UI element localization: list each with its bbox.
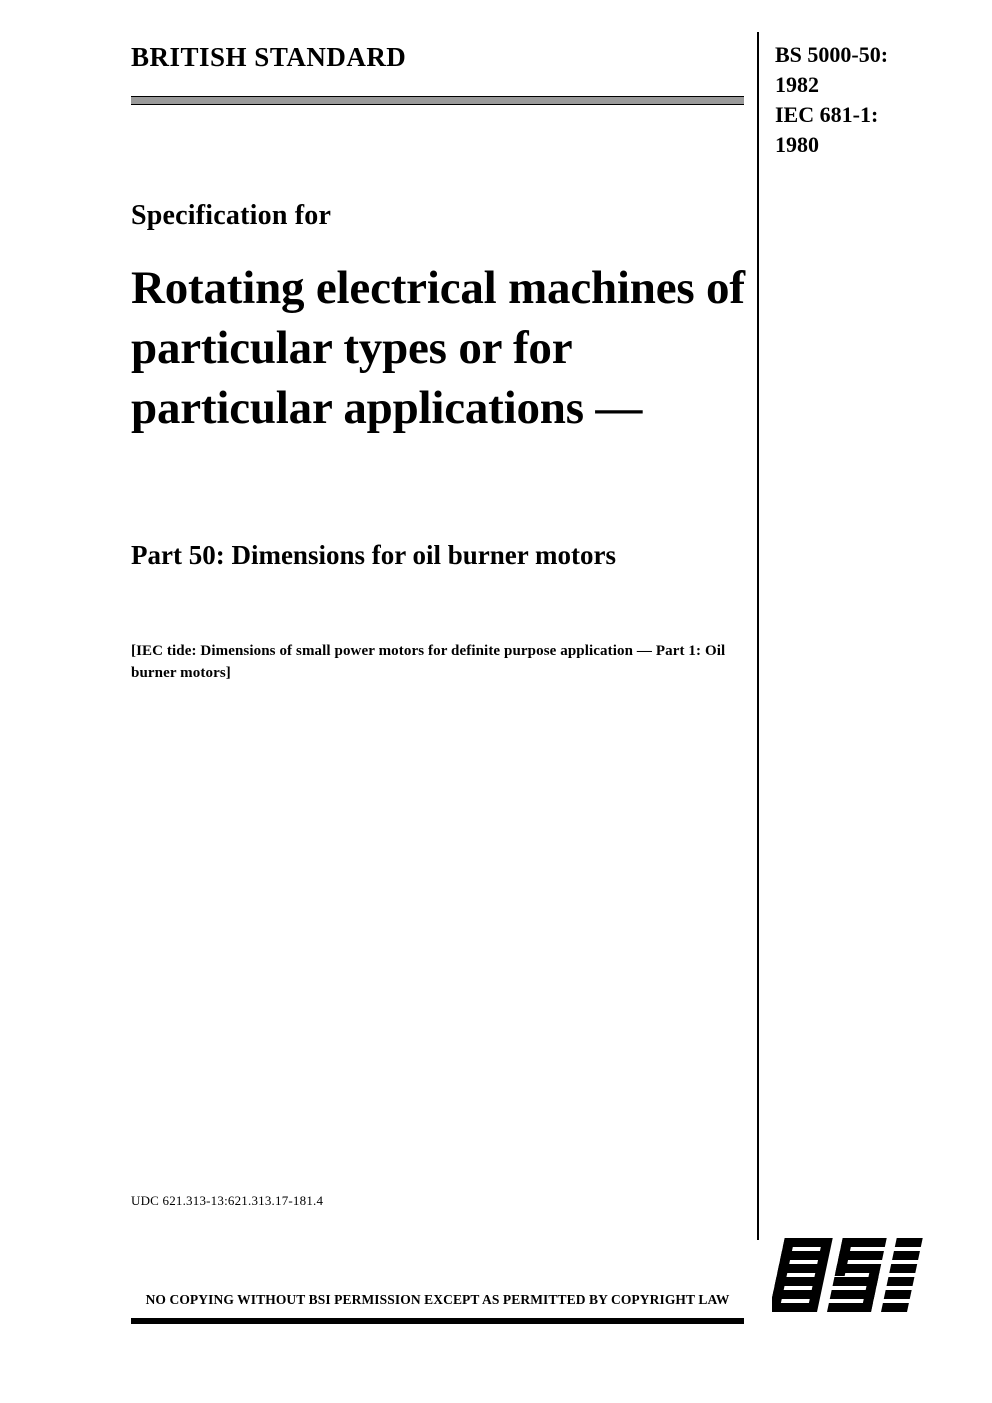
reference-line-1: BS 5000-50: bbox=[775, 42, 889, 67]
footer-divider bbox=[131, 1318, 744, 1324]
vertical-divider bbox=[757, 32, 759, 1240]
page-header-title: BRITISH STANDARD bbox=[131, 42, 407, 72]
header-divider bbox=[131, 96, 744, 105]
standard-reference-block bbox=[775, 40, 965, 160]
reference-line-4: 1980 bbox=[775, 132, 819, 157]
document-main-title: Rotating electrical machines of particular types or for particular applications — bbox=[131, 262, 745, 434]
specification-for-label: Specification for bbox=[131, 200, 332, 231]
copyright-notice: NO COPYING WITHOUT BSI PERMISSION EXCEPT AS PERMITTED BY COPYRIGHT LAW bbox=[145, 1292, 730, 1307]
reference-line-3: IEC 681-1: bbox=[775, 102, 879, 127]
reference-line-2: 1982 bbox=[775, 72, 819, 97]
bsi-logo-icon bbox=[772, 1232, 952, 1327]
document-part-title: Part 50: Dimensions for oil burner motors bbox=[131, 540, 616, 570]
iec-title-note: [IEC tide: Dimensions of small power motors for definite purpose application — Part 1: Oil burner motors] bbox=[131, 643, 726, 681]
udc-classification: UDC 621.313-13:621.313.17-181.4 bbox=[131, 1193, 324, 1208]
